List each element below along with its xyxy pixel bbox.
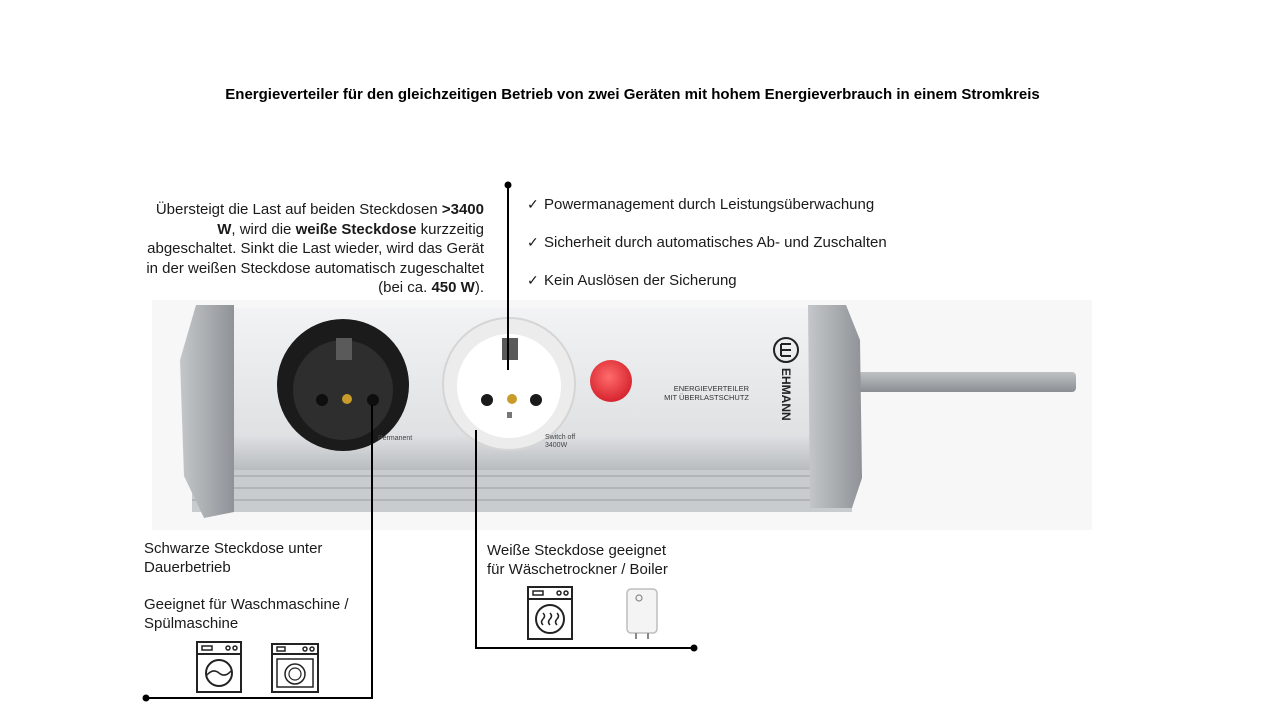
dishwasher-icon (271, 643, 319, 693)
caption-line: Dauerbetrieb (144, 559, 231, 576)
dryer-icon (527, 586, 573, 640)
label-energieverteiler: ENERGIEVERTEILER (673, 384, 749, 393)
desc-part2: , wird die (231, 220, 296, 238)
check-icon: ✓ (527, 272, 539, 288)
label-ueberlastschutz: MIT ÜBERLASTSCHUTZ (664, 393, 749, 402)
washing-machine-icon (196, 641, 242, 693)
caption-line: Spülmaschine (144, 615, 239, 632)
black-socket-caption (144, 539, 349, 633)
label-permanent: Permanent (378, 435, 413, 442)
desc-bold-socket: weiße Steckdose (295, 220, 417, 238)
brand-name: EHMANN (779, 368, 793, 421)
check-icon: ✓ (527, 234, 539, 250)
caption-line: Weiße Steckdose geeignet (487, 542, 666, 559)
desc-part3: kurzzeitig abgeschaltet. Sinkt die Last wieder, wird das Gerät in der weißen Steckdose automatisch zugeschaltet (bei ca. (146, 220, 484, 296)
caption-line: Geeignet für Waschmaschine / (144, 596, 349, 613)
caption-line: für Wäschetrockner / Boiler (487, 561, 668, 578)
caption-line: Schwarze Steckdose unter (144, 540, 323, 557)
boiler-icon (624, 586, 660, 640)
desc-bold-threshold: >3400 W (217, 201, 484, 238)
label-switch-off: Switch off (545, 434, 576, 441)
feature-text: Powermanagement durch Leistungsüberwachung (544, 196, 875, 213)
desc-bold-reconnect: 450 W (431, 279, 475, 296)
white-socket-caption (487, 541, 668, 579)
check-icon: ✓ (527, 196, 539, 212)
feature-text: Sicherheit durch automatisches Ab- und Zuschalten (544, 234, 887, 251)
page-title: Energieverteiler für den gleichzeitigen Betrieb von zwei Geräten mit hohem Energieverbrauch in einem Stromkreis (225, 86, 1040, 103)
desc-part1: Übersteigt die Last auf beiden Steckdosen (155, 201, 442, 218)
desc-part4: ). (474, 279, 484, 296)
label-3400w: 3400W (545, 442, 568, 449)
feature-text: Kein Auslösen der Sicherung (544, 272, 737, 289)
